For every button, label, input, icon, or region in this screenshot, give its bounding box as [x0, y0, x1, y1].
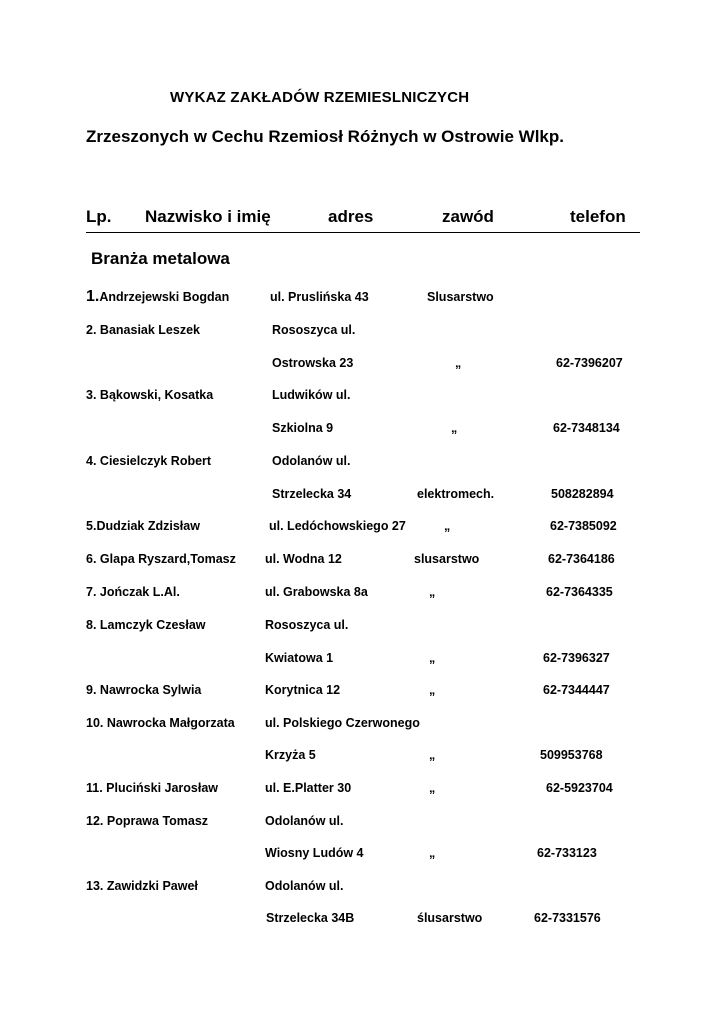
entry-name: Lamczyk Czesław	[99, 618, 206, 632]
entry-phone: 62-5923704	[546, 781, 613, 795]
entry-phone: 62-733123	[537, 846, 597, 860]
entry-address: ul. E.Platter 30	[265, 781, 352, 795]
entry-name-cell	[86, 716, 235, 730]
entry-name: Dudziak Zdzisław	[96, 519, 200, 533]
entry-trade: „	[429, 846, 436, 860]
entry-address: Strzelecka 34	[272, 487, 352, 501]
header-lp: Lp.	[86, 207, 112, 226]
document-title: WYKAZ ZAKŁADÓW RZEMIESLNICZYCH	[170, 89, 470, 106]
table-row	[0, 323, 724, 341]
branch-title: Branża metalowa	[91, 249, 230, 268]
entry-address: Wiosny Ludów 4	[265, 846, 364, 860]
entry-name: Glapa Ryszard,Tomasz	[99, 552, 236, 566]
entry-phone: 62-7348134	[553, 421, 620, 435]
entry-name-cell	[86, 552, 236, 566]
entry-number: 13.	[86, 879, 104, 893]
entry-phone: 509953768	[540, 748, 603, 762]
entry-address: Korytnica 12	[265, 683, 341, 697]
entry-number: 8.	[86, 618, 97, 632]
entry-address: Odolanów ul.	[265, 879, 344, 893]
document-subtitle: Zrzeszonych w Cechu Rzemiosł Różnych w Ostrowie Wlkp.	[86, 127, 564, 146]
entry-trade: „	[455, 356, 462, 370]
entry-number: 5.	[86, 519, 97, 533]
entry-trade: „	[429, 748, 436, 762]
entry-address: Kwiatowa 1	[265, 651, 334, 665]
entry-trade: „	[429, 651, 436, 665]
entry-number: 12.	[86, 814, 104, 828]
entry-name: Nawrocka Sylwia	[99, 683, 202, 697]
entry-address: Krzyża 5	[265, 748, 316, 762]
entry-name: Andrzejewski Bogdan	[99, 290, 230, 304]
entry-name-cell	[86, 781, 218, 795]
entry-address: ul. Polskiego Czerwonego	[265, 716, 420, 730]
entry-name-cell	[86, 683, 201, 697]
entry-name-cell	[86, 454, 211, 468]
entry-name-cell	[86, 519, 200, 533]
entry-trade: ślusarstwo	[417, 911, 483, 925]
entry-name: Banasiak Leszek	[99, 323, 200, 337]
entry-phone: 62-7396327	[543, 651, 610, 665]
entry-address: Odolanów ul.	[265, 814, 344, 828]
table-row	[0, 716, 724, 734]
entry-name: Pluciński Jarosław	[106, 781, 219, 795]
entry-phone: 62-7344447	[543, 683, 610, 697]
header-trade: zawód	[442, 207, 494, 226]
entry-number: 11.	[86, 781, 103, 795]
table-row	[0, 683, 724, 701]
entry-trade: „	[444, 519, 451, 533]
entry-name: Bąkowski, Kosatka	[99, 388, 214, 402]
entry-address: Strzelecka 34B	[266, 911, 355, 925]
entry-name-cell	[86, 585, 180, 599]
entry-phone: 508282894	[551, 487, 614, 501]
entry-number: 1.	[86, 288, 100, 305]
header-underline	[86, 232, 640, 233]
entry-phone: 62-7364186	[548, 552, 615, 566]
table-row	[0, 356, 724, 374]
entry-phone: 62-7396207	[556, 356, 623, 370]
table-row	[0, 618, 724, 636]
entry-number: 9.	[86, 683, 97, 697]
entry-name-cell	[86, 323, 200, 337]
entry-name: Poprawa Tomasz	[106, 814, 209, 828]
table-row	[0, 814, 724, 832]
entry-address: Szkiolna 9	[272, 421, 334, 435]
entry-name-cell	[86, 814, 208, 828]
header-name: Nazwisko i imię	[145, 207, 271, 226]
entry-name: Nawrocka Małgorzata	[106, 716, 235, 730]
entry-trade: „	[429, 781, 436, 795]
entry-trade: „	[451, 421, 458, 435]
table-row	[0, 487, 724, 505]
table-row	[0, 651, 724, 669]
table-row	[0, 454, 724, 472]
entry-address: Rososzyca ul.	[265, 618, 349, 632]
table-row	[0, 388, 724, 406]
table-row	[0, 552, 724, 570]
entry-phone: 62-7385092	[550, 519, 617, 533]
entry-address: ul. Ledóchowskiego 27	[269, 519, 406, 533]
entry-trade: elektromech.	[417, 487, 495, 501]
entry-name-cell	[86, 618, 206, 632]
entry-name: Ciesielczyk Robert	[99, 454, 212, 468]
table-row	[0, 846, 724, 864]
entry-number: 4.	[86, 454, 97, 468]
entry-trade: „	[429, 683, 436, 697]
table-row	[0, 911, 724, 929]
entry-number: 6.	[86, 552, 97, 566]
entry-phone: 62-7331576	[534, 911, 601, 925]
entry-name-cell	[86, 879, 198, 893]
header-phone: telefon	[570, 207, 626, 226]
entry-address: Ostrowska 23	[272, 356, 354, 370]
table-row	[0, 781, 724, 799]
entry-address: Rososzyca ul.	[272, 323, 356, 337]
entry-name-cell	[86, 288, 229, 306]
entry-name-cell	[86, 388, 213, 402]
entry-address: ul. Wodna 12	[265, 552, 342, 566]
entry-address: ul. Grabowska 8a	[265, 585, 368, 599]
entry-trade: Slusarstwo	[427, 290, 494, 304]
table-row	[0, 748, 724, 766]
table-row	[0, 290, 724, 308]
entry-trade: „	[429, 585, 436, 599]
table-row	[0, 519, 724, 537]
entry-number: 2.	[86, 323, 97, 337]
entry-number: 10.	[86, 716, 104, 730]
table-row	[0, 879, 724, 897]
entry-name: Zawidzki Paweł	[106, 879, 198, 893]
entry-number: 7.	[86, 585, 97, 599]
entry-phone: 62-7364335	[546, 585, 613, 599]
entry-number: 3.	[86, 388, 97, 402]
entry-address: Odolanów ul.	[272, 454, 351, 468]
entry-trade: slusarstwo	[414, 552, 480, 566]
entry-name: Jończak L.Al.	[99, 585, 180, 599]
table-row	[0, 421, 724, 439]
entry-address: ul. Pruslińska 43	[270, 290, 369, 304]
header-address: adres	[328, 207, 374, 226]
entry-address: Ludwików ul.	[272, 388, 351, 402]
table-row	[0, 585, 724, 603]
